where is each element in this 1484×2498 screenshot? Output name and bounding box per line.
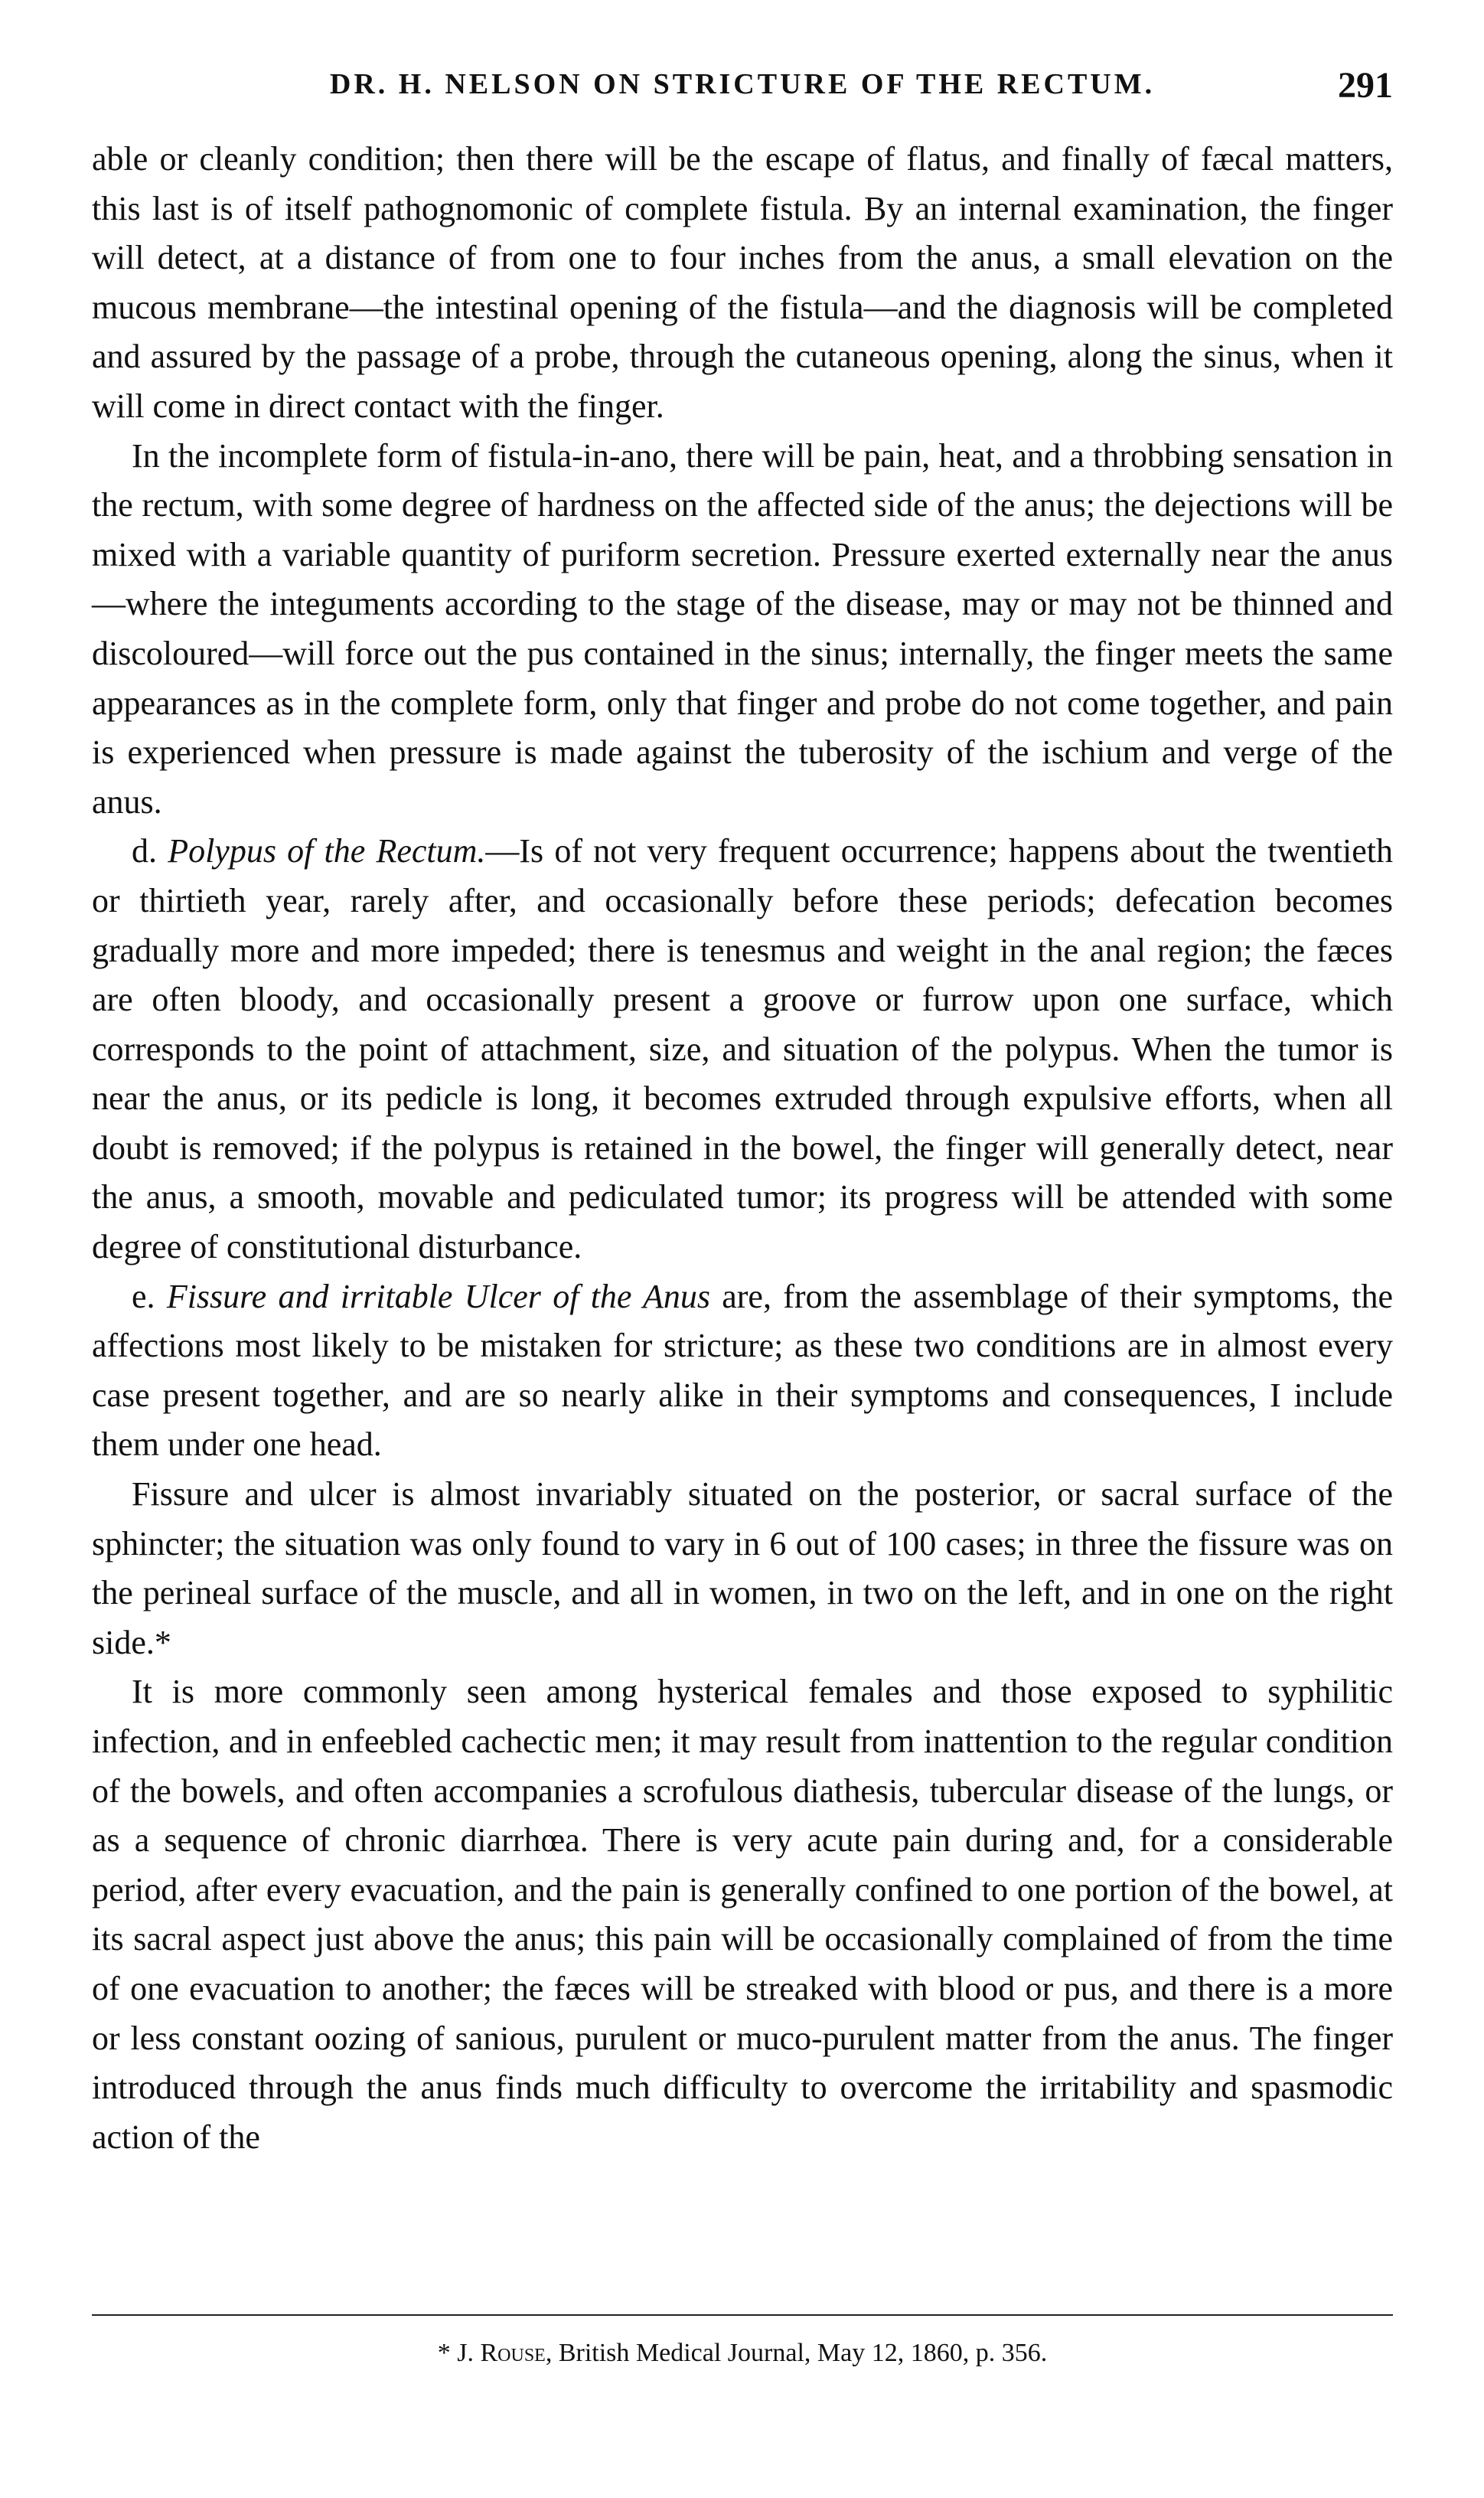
paragraph-text: Fissure and ulcer is almost invariably situated on the posterior, or sacral surface of the sphincter; the situation was only found to vary in 6 out of 100 cases; in three the fissure was on the perineal surface of the muscle, and all in women, in two on the left, and in one on the right side.*: [92, 1475, 1393, 1661]
section-marker: e.: [132, 1277, 155, 1315]
paragraph-fissure: [92, 1272, 1393, 1470]
section-marker: d.: [132, 832, 157, 870]
paragraph-text: able or cleanly condition; then there will be the escape of flatus, and finally of fæcal matters, this last is of itself pathognomonic of complete fistula. By an internal examination, the finger will detect, at a distance of from one to four inches from the anus, a small elevation on the mucous membrane—the intestinal opening of the fistula—and the diagnosis will be completed and assured by the passage of a probe, through the cutaneous opening, along the sinus, when it will come in direct contact with the finger.: [92, 140, 1393, 425]
paragraph-fistula-incomplete: [92, 432, 1393, 828]
footnote-divider: [92, 2314, 1393, 2316]
paragraph-fistula-complete: [92, 135, 1393, 432]
footnote: [92, 2336, 1393, 2370]
paragraph-text: In the incomplete form of fistula-in-ano, there will be pain, heat, and a throbbing sensation in the rectum, with some degree of hardness on the affected side of the anus; the dejections will be mixed with a variable quantity of puriform secretion. Pressure exerted externally near the anus—where the integuments according to the stage of the disease, may or may not be thinned and discoloured—will force out the pus contained in the sinus; internally, the finger meets the same appearances as in the complete form, only that finger and probe do not come together, and pain is experienced when pressure is made against the tuberosity of the ischium and verge of the anus.: [92, 436, 1393, 821]
section-heading: Fissure and irritable Ulcer of the Anus: [166, 1277, 710, 1315]
section-heading: Polypus of the Rectum.: [168, 832, 486, 870]
paragraph-polypus: [92, 827, 1393, 1272]
paragraph-fissure-causes: [92, 1667, 1393, 2162]
footnote-citation: , British Medical Journal, May 12, 1860, p. 356.: [545, 2339, 1048, 2367]
paragraph-text: are, from the assemblage of their symptoms, the affections most likely to be mistaken for stricture; as these two conditions are in almost every case present together, and are so nearly alike in their symptoms and consequences, I include them under one head.: [92, 1277, 1394, 1464]
paragraph-fissure-location: [92, 1470, 1393, 1667]
footnote-author: J. Rouse: [457, 2339, 546, 2367]
article-body: [92, 135, 1393, 2162]
footnote-mark: *: [437, 2339, 451, 2367]
page-header: [92, 54, 1393, 119]
paragraph-text: It is more commonly seen among hysterical females and those exposed to syphilitic infection, and in enfeebled cachectic men; it may result from inattention to the regular condition of the bowels, and often accompanies a scrofulous diathesis, tubercular disease of the lungs, or as a sequence of chronic diarrhœa. There is very acute pain during and, for a considerable period, after every evacuation, and the pain is generally confined to one portion of the bowel, at its sacral aspect just above the anus; this pain will be occasionally complained of from the time of one evacuation to another; the fæces will be streaked with blood or pus, and there is a more or less constant oozing of sanious, purulent or muco-purulent matter from the anus. The finger introduced through the anus finds much difficulty to overcome the irritability and spasmodic action of the: [92, 1673, 1393, 2156]
book-page: [92, 54, 1393, 2457]
page-number: 291: [1338, 65, 1393, 106]
running-title: DR. H. NELSON ON STRICTURE OF THE RECTUM.: [329, 68, 1156, 100]
paragraph-text: —Is of not very frequent occurrence; happens about the twentieth or thirtieth year, rarely after, and occasionally before these periods; defecation becomes gradually more and more impeded; there is tenesmus and weight in the anal region; the fæces are often bloody, and occasionally present a groove or furrow upon one surface, which corresponds to the point of attachment, size, and situation of the polypus. When the tumor is near the anus, or its pedicle is long, it becomes extruded through expulsive efforts, when all doubt is removed; if the polypus is retained in the bowel, the finger will generally detect, near the anus, a smooth, movable and pediculated tumor; its progress will be attended with some degree of constitutional disturbance.: [92, 832, 1394, 1266]
